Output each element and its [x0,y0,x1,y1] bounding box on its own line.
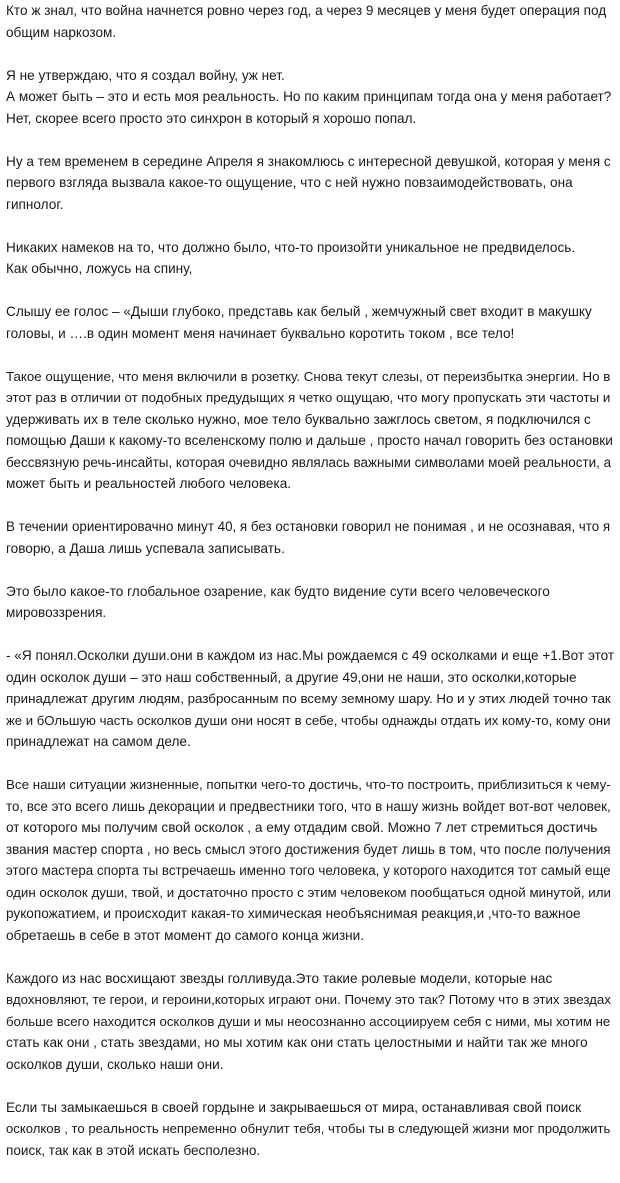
text-line: Если ты замыкаешься в своей гордыне и закрываешься от мира, останавливая свой поиск [6,1099,582,1115]
text-line: А может быть – это и есть моя реальность. Но по каким принципам тогда она у меня работает? [6,89,612,104]
text-line: осколков души, сколько наши они. [6,1056,224,1072]
paragraph [6,774,614,946]
text-line: Такое ощущение, что меня включили в розетку. Снова текут слезы, от переизбытка энергии. Но в [6,368,611,384]
text-line: первого взгляда вызвала какое-то ощущение, что с ней нужно повзаимодействовать, она [6,175,573,190]
text-line: от которого мы получим свой осколок , а ему отдадим свой. Можно 7 лет стремиться достичь [6,820,598,835]
text-line: звания мастер спорта , но весь смысл этого достижения будет лишь в том, что после получения [6,841,611,857]
text-line: стать как они , стать звездами, но мы хотим как они стать целостными и найти так же много [6,1035,588,1050]
paragraph [6,151,614,216]
paragraph [6,516,614,559]
text-line: Каждого из нас восхищают звезды голливуда.Это такие ролевые модели, которые нас [6,970,553,986]
paragraph [6,301,614,344]
text-line: В течении ориентировачно минут 40, я без остановки говорил не понимая , и не осознавая, что я [6,519,611,534]
paragraph [6,366,614,495]
document-page [6,0,614,1183]
text-line: может быть и реальностей любого человека. [6,476,292,491]
text-line: мировоззрения. [6,605,107,620]
text-line: этого мастера спорта ты встречаешь именно того человека, у которого находится тот самый еще [6,863,611,878]
text-line: удерживать их в теле сколько нужно, мое тело буквально зажглось светом, я подключился с [6,411,591,427]
text-line: поиск, так как в этой искать бесполезно. [6,1142,261,1158]
text-line: гипнолог. [6,196,64,212]
text-line: бессвязную речь-инсайты, которая очевидно являлась важными символами моей реальности, а [6,454,612,470]
text-line: больше всего находится осколков души и мы неосознанно ассоциируем себя с ними, мы хотим не [6,1013,611,1029]
text-line: обретаешь в себе в этот момент до самого конца жизни. [6,927,365,943]
text-line: Нет, скорее всего просто это синхрон в который я хорошо попал. [6,110,417,126]
text-line: принадлежат другим людям, разбросанным по всему земному шару. Но и у этих людей точно так [6,691,611,706]
text-line: этот раз в отличии от подобных предудыщих я четко ощущаю, что могу пропускать эти частоты и [6,390,611,405]
text-line: Как обычно, ложусь на спину, [6,261,193,276]
text-line: Никаких намеков на то, что должно было, что-то произойти уникальное не предвиделось. [6,239,576,255]
text-line: Я не утверждаю, что я создал войну, уж нет. [6,67,285,83]
text-line: - «Я понял.Осколки души.они в каждом из нас.Мы рождаемся с 49 осколками и еще +1.Вот этот [6,648,615,663]
text-line: общим наркозом. [6,24,117,40]
text-line: говорю, а Даша лишь успевала записывать. [6,540,285,556]
text-line: принадлежат на самом деле. [6,734,191,749]
text-line: головы, и ….в один момент меня начинает буквально коротить током , все тело! [6,325,515,341]
paragraph [6,581,614,624]
text-line: один осколок души – это наш собственный, а другие 49,они не наши, это осколки,которые [6,669,577,685]
text-line: рукопожатием, и происходит какая-то химическая необъяснимая реакция,и ,что-то важное [6,906,581,921]
text-line: помощью Даши к какому-то вселенскому полю и дальше , просто начал говорить без остановки [6,433,613,448]
text-line: Ну а тем временем в середине Апреля я знакомлюсь с интересной девушкой, которая у меня с [6,153,611,169]
paragraph [6,645,614,753]
text-line: Кто ж знал, что война начнется ровно через год, а через 9 месяцев у меня будет операция под [6,3,607,18]
paragraph [6,237,614,280]
paragraph [6,65,614,130]
text-line: Слышу ее голос – «Дыши глубоко, представь как белый , жемчужный свет входит в макушку [6,304,592,319]
text-line: вдохновляют, те герои, и героини,которых играют они. Почему это так? Потому что в этих звездах [6,992,611,1007]
text-line: один осколок души, твой, и достаточно просто с этим человеком пообщаться одной минутой, или [6,884,611,900]
paragraph [6,1097,614,1162]
text-line: Это было какое-то глобальное озарение, как будто видение сути всего человеческого [6,583,550,599]
text-line: осколков , то реальность непременно обнулит тебя, чтобы ты в следующей жизни мог продолжить [6,1121,611,1136]
paragraph [6,968,614,1076]
text-line: то, все это всего лишь декорации и предвестники того, что в нашу жизнь войдет вот-вот человек, [6,798,611,814]
text-line: же и бОльшую часть осколков души они носят в себе, чтобы однажды отдать их кому-то, кому они [6,712,611,728]
paragraph [6,0,614,43]
text-line: Все наши ситуации жизненные, попытки чего-то достичь, что-то построить, приблизиться к чему- [6,777,611,792]
